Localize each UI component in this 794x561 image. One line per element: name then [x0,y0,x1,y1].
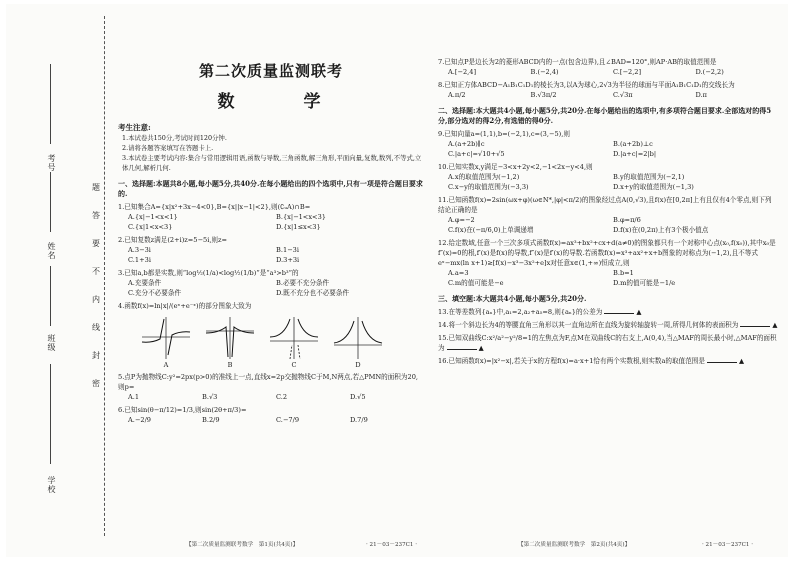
graph-option-a [140,315,192,369]
question-2: 2.已知复数z满足(2+i)z=5−5i,则z= [118,236,228,244]
option: D.既不充分也不必要条件 [276,289,350,297]
option: A.(a+2b)∥c [448,140,485,148]
question-11-options [438,215,778,235]
option: B.必要不充分条件 [276,279,330,287]
question-9-options [438,139,778,159]
option: B.{x|−1<x<3} [276,213,326,221]
graph-label: B [227,361,233,369]
question-8-options [438,90,778,100]
question-1-options [118,212,424,232]
left-column [118,52,424,425]
question-15 [438,333,778,353]
question-10: 10.已知实数x,y满足−3<x+2y<2,−1<2x−y<4,则 [438,163,593,171]
question-10-options [438,172,778,192]
class-line [50,266,51,326]
fold-line [104,16,105,536]
option: D.|a+c|=2|b| [613,150,657,158]
note-item: 3.本试卷主要考试内容:集合与常用逻辑用语,函数与导数,三角函数,解三角形,平面向量,复数,数列,不等式,立体几何,解析几何. [122,154,422,172]
blank-marker: ▲ [772,321,778,329]
question-13 [438,307,778,317]
margin-warning-char: 内 [92,295,100,304]
option: A.3−3i [128,246,151,254]
option: C.m的值可能是−e [448,279,504,287]
margin-warning-char: 不 [92,267,100,276]
question-12-options [438,268,778,288]
question-7-options [438,67,778,77]
graph-option-c [268,315,320,369]
question-2-options [118,245,424,265]
graph-d-figure [332,315,384,361]
section-heading-2: 二、选择题:本大题共4小题,每小题5分,共20分.在每小题给出的选项中,有多项符合题目要求.全部选对的得5分,部分选对的得2分,有选错的得0分. [438,106,772,125]
option: C.充分不必要条件 [128,289,182,297]
question-7: 7.已知点P是边长为2的菱形ABCD内的一点(包含边界),且∠BAD=120°,则AP·AB的取值范围是 [438,58,717,66]
option: D.7/9 [350,416,368,424]
note-item: 2.请将各题答案填写在答题卡上. [122,144,214,152]
option: D.3+3i [276,256,300,264]
option: C.x−y的取值范围为(−3,3) [448,183,529,191]
option: B.2/9 [202,416,220,424]
page-1-code: · 21－03－237C1 · [366,542,418,548]
question-4-graphs [140,315,424,369]
option: D.√5 [350,393,366,401]
question-12: 12.给定数域,任意一个三次多项式函数f(x)=ax³+bx²+cx+d(a≠0)的图象都只有一个对称中心点(x₀,f(x₀)),其中x₀是f″(x)=0的根,f′(x)是f(x)的导数,f″(x)是f′(x)的导数.若函数f(x)=x³+ax²+x+b图象的对称点为(−1,2),且不等式eˣ−mx(ln x+1)≥[f(x)−x³−3x²+e]x对任意x∈(1,+∞)恒成立,则 [438,239,776,267]
margin-warning-char: 答 [92,211,100,220]
option: C.√3π [613,91,633,99]
option: B.(−2,4) [530,68,559,76]
blank-marker: ▲ [738,357,745,365]
option: B.y的取值范围为(−2,1) [613,173,685,181]
blank-marker: ▲ [478,344,484,352]
option: C.1+3i [128,256,151,264]
option: C.−7/9 [276,416,300,424]
option: A.a=3 [448,269,469,277]
question-14-text: 14.将一个斜边长为4的等腰直角三角形以其一直角边所在直线为旋转轴旋转一周,所得几何体的表面积为 [438,321,739,329]
margin-warning-char: 密 [92,379,100,388]
option: D.x+y的取值范围为(−1,3) [613,183,694,191]
graph-b-figure [204,315,256,361]
option: B.1−3i [276,246,299,254]
question-8: 8.已知正方体ABCD−A₁B₁C₁D₁的棱长为3,以A为球心,2√3为半径的球面与平面A₁B₁C₁D₁的交线长为 [438,81,735,89]
question-4: 4.函数f(x)=ln|x|/(eˣ+e⁻ˣ)的部分图象大致为 [118,302,252,310]
option: A.π/2 [448,91,466,99]
option: A.{x|−1<x<1} [128,213,178,221]
graph-option-b [204,315,256,369]
exam-sheet [6,4,788,557]
option: D.π [695,91,707,99]
question-3-options [118,278,424,298]
question-3: 3.已知a,b都是实数,则“log½(1/a)<log½(1/b)”是“a³>b³”的 [118,269,299,277]
binding-margin [6,4,118,557]
option: B.(a+2b)⊥c [613,140,653,148]
margin-warning-char: 线 [92,323,100,332]
question-15-text: 15.已知双曲线C:x²/a²−y²/8=1的左焦点为F,点M在双曲线C的右支上,A(0,4),当△MAF的周长最小时,△MAF的面积为 [438,334,777,352]
school-line [50,364,51,464]
question-5: 5.点P为抛物线C:y²=2px(p>0)的准线上一点,直线x=2p交抛物线C于M,N两点,若△PMN的面积为20,则p= [118,373,418,391]
option: D.(−2,2) [695,68,724,76]
option: A.[−2,4] [448,68,477,76]
name-line [50,172,51,232]
graph-label: C [291,361,297,369]
exam-title: 第二次质量监测联考 [198,62,343,80]
margin-warning-char: 题 [92,183,100,192]
exam-number-line [50,64,51,144]
question-16-text: 16.已知函数f(x)=|x²−x|,若关于x的方程f(x)=a·x+1恰有两个实数根,则实数a的取值范围是 [438,357,705,365]
graph-label: A [163,361,169,369]
answer-blank [707,362,737,363]
option: C.f(x)在(−π/6,0)上单调递增 [448,226,534,234]
blank-marker: ▲ [636,308,642,316]
option: B.b=1 [613,269,634,277]
option: A.φ=−2 [448,216,475,224]
margin-field-exam-number: 考号 [47,154,56,172]
question-16 [438,356,778,366]
graph-option-d [332,315,384,369]
option: A.−2/9 [128,416,151,424]
section-heading-3: 三、填空题:本大题共4小题,每小题5分,共20分. [438,294,587,303]
margin-field-school: 学校 [47,476,56,494]
page-1-footer: 【第二次质量监测联考数学 第1页(共4页)】 [186,542,299,548]
question-1: 1.已知集合A={x|x²+3x−4<0},B={x||x−1|<2},则(∁ᵤA)∩B= [118,203,311,211]
question-6: 6.已知sin(θ−π/12)=1/3,则sin(2θ+π/3)= [118,406,247,414]
graph-c-figure [268,315,320,361]
question-13-text: 13.在等差数列{aₙ}中,a₁=2,a₂+a₅=8,则{aₙ}的公差为 [438,308,603,316]
option: B.√3π/2 [530,91,557,99]
question-14 [438,320,778,330]
question-9: 9.已知向量a=(1,1),b=(−2,1),c=(3,−5),则 [438,130,570,138]
question-5-options [118,392,424,402]
margin-warning-char: 要 [92,239,100,248]
option: A.x的取值范围为(−1,2) [448,173,520,181]
option: A.1 [128,393,140,401]
exam-subject: 数 学 [217,92,347,112]
graph-a-figure [140,315,192,361]
option: C.2 [276,393,288,401]
answer-blank [740,326,770,327]
section-heading-1: 一、选择题:本题共8小题,每小题5分,共40分.在每小题给出的四个选项中,只有一项是符合题目要求的. [118,179,423,198]
option: B.φ=π/6 [613,216,641,224]
answer-blank [447,349,477,350]
option: D.m的值可能是−1/e [613,279,676,287]
right-column [438,54,778,366]
page-2-code: · 21－03－237C1 · [702,542,754,548]
note-item: 1.本试卷共150分,考试时间120分钟. [122,134,227,142]
option: A.充要条件 [128,279,162,287]
option: C.{x|1<x<3} [128,223,173,231]
notes-heading: 考生注意: [118,123,151,132]
page-2-footer: 【第二次质量监测联考数学 第2页(共4页)】 [518,542,631,548]
option: C.|a+c|=√10+√5 [448,150,505,158]
question-6-options [118,415,424,425]
option: D.f(x)在(0,2π)上有3个极小值点 [613,226,709,234]
option: C.[−2,2] [613,68,642,76]
option: B.√3 [202,393,218,401]
answer-blank [604,313,634,314]
margin-field-class: 班级 [47,334,56,352]
question-11: 11.已知函数f(x)=2sin(ωx+φ)(ω∈N*,|φ|<π/2)的图象经过点A(0,√3),且f(x)在[0,2π]上有且仅有4个零点,则下列结论正确的是 [438,196,772,214]
option: D.{x|1≤x<3} [276,223,321,231]
margin-warning-char: 封 [92,351,100,360]
margin-field-name: 姓名 [47,242,56,260]
graph-label: D [355,361,361,369]
